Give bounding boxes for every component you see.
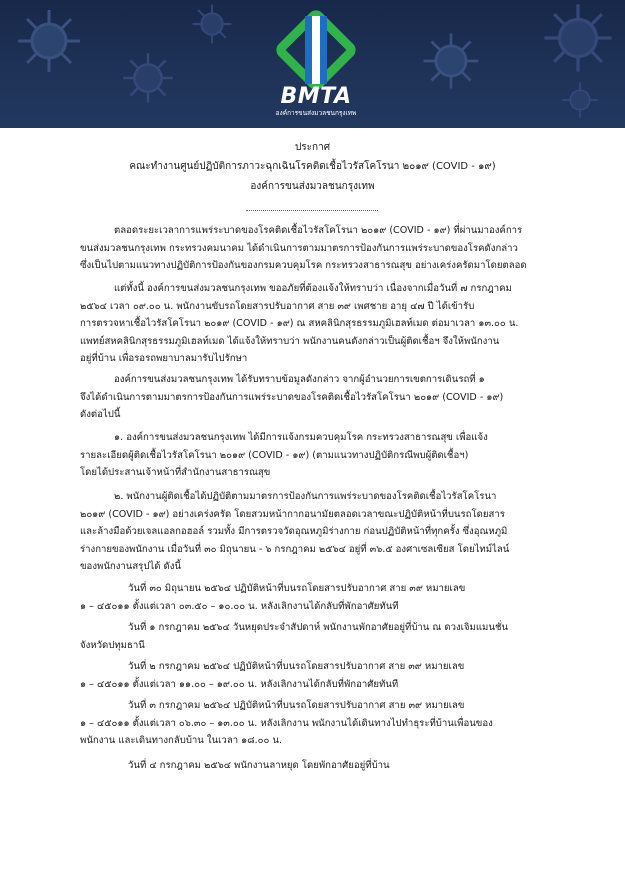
divider [246, 210, 378, 211]
text-line: แต่ทั้งนี้ องค์การขนส่งมวลชนกรุงเทพ ขออภัยที่ต้องแจ้งให้ทราบว่า เนื่องจากเมื่อวันที่ ๗ กรกฎาคม [114, 283, 512, 294]
text-line: แพทย์สหคลินิกสุรธรรมภูมิเฮลท์เมด ได้แจ้งให้ทราบว่า พนักงานคนดังกล่าวเป็นผู้ติดเชื้อฯ จึงให้พนักงาน [80, 335, 500, 347]
text-line: ดังต่อไปนี้ [80, 409, 121, 420]
text-line: ร่างกายของพนักงาน เมื่อวันที่ ๓๐ มิถุนายน - ๖ กรกฎาคม ๒๕๖๔ อยู่ที่ ๓๖.๕ องศาเซลเซียส โดยไทม์ไลน์ [80, 543, 510, 555]
paragraph-intro [80, 222, 560, 275]
text-line: วันที่ ๓๐ มิถุนายน ๒๕๖๔ ปฏิบัติหน้าที่บนรถโดยสารปรับอากาศ สาย ๓๙ หมายเลข [128, 583, 466, 594]
paragraph-incident [80, 280, 560, 368]
paragraph-item-2 [80, 488, 560, 576]
announcement-title: ประกาศ [294, 142, 331, 153]
text-line: อยู่ที่บ้าน เพื่อรอรถพยาบาลมารับไปรักษา [80, 353, 248, 364]
text-line: วันที่ ๒ กรกฎาคม ๒๕๖๔ ปฏิบัติหน้าที่บนรถโดยสารปรับอากาศ สาย ๓๙ หมายเลข [128, 661, 465, 672]
text-line: ๒๕๖๔ เวลา ๐๙.๐๐ น. พนักงานขับรถโดยสารปรับอากาศ สาย ๓๙ เพศชาย อายุ ๔๗ ปี ได้เข้ารับ [80, 300, 475, 312]
virus-icon [14, 6, 84, 76]
virus-icon [420, 30, 482, 92]
text-line: ๑ – ๔๕๐๑๑ ตั้งแต่เวลา ๐๓.๕๐ – ๑๐.๐๐ น. หลังเลิกงานได้กลับที่พักอาศัยทันที [80, 600, 399, 612]
announcement-organization: องค์การขนส่งมวลชนกรุงเทพ [250, 181, 375, 192]
brand-name: BMTA [280, 84, 352, 109]
header-banner [0, 0, 625, 128]
timeline-day-1-july [80, 619, 560, 654]
announcement-committee: คณะทำงานศูนย์ปฏิบัติการภาวะฉุกเฉินโรคติดเชื้อไวรัสโคโรนา ๒๐๑๙ (COVID - ๑๙) [129, 161, 496, 172]
virus-icon [190, 2, 234, 46]
text-line: ขนส่งมวลชนกรุงเทพ กระทรวงคมนาคม ได้ดำเนินการตามมาตรการป้องกันการแพร่ระบาดของโรคดังกล่าว [80, 242, 518, 254]
paragraph-response [80, 371, 560, 424]
virus-icon [120, 50, 176, 106]
text-line: ๑ – ๔๕๐๑๑ ตั้งแต่เวลา ๑๑.๐๐ – ๑๙.๐๐ น. หลังเลิกงานได้กลับที่พักอาศัยทันที [80, 678, 399, 690]
text-line: จังหวัดปทุมธานี [80, 639, 145, 651]
paragraph-item-1 [80, 429, 560, 482]
text-line: ตลอดระยะเวลาการแพร่ระบาดของโรคติดเชื้อไวรัสโคโรนา ๒๐๑๙ (COVID - ๑๙) ที่ผ่านมาองค์การ [114, 225, 523, 236]
text-line: จึงได้ดำเนินการตามมาตรการป้องกันการแพร่ระบาดของโรคติดเชื้อไวรัสโคโรนา ๒๐๑๙ (COVID - ๑๙) [80, 391, 504, 403]
virus-icon [540, 0, 616, 76]
timeline-day-4-july [80, 757, 560, 775]
text-line: ๑ – ๔๕๐๑๑ ตั้งแต่เวลา ๐๖.๓๐ – ๑๓.๐๐ น. หลังเลิกงาน พนักงานได้เดินทางไปทำธุระที่บ้านเพื่อนของ [80, 717, 493, 729]
text-line: วันที่ ๑ กรกฎาคม ๒๕๖๔ วันหยุดประจำสัปดาห์ พนักงานพักอาศัยอยู่ที่บ้าน ณ ดวงเจิมแมนชั่น [128, 622, 509, 633]
text-line: ซึ่งเป็นไปตามแนวทางปฏิบัติการป้องกันของกรมควบคุมโรค กระทรวงสาธารณสุข อย่างเคร่งครัดมาโดยตลอด [80, 260, 527, 271]
text-line: วันที่ ๔ กรกฎาคม ๒๕๖๔ พนักงานลาหยุด โดยพักอาศัยอยู่ที่บ้าน [128, 760, 390, 771]
brand-subtitle: องค์การขนส่งมวลชนกรุงเทพ [275, 109, 357, 117]
text-line: โดยได้ประสานเจ้าหน้าที่สำนักงานสาธารณสุข [80, 467, 271, 478]
text-line: ๒๐๑๙ (COVID - ๑๙) อย่างเคร่งครัด โดยสวมหน้ากากอนามัยตลอดเวลาขณะปฏิบัติหน้าที่บนรถโดยสาร [80, 508, 505, 520]
text-line: ๑. องค์การขนส่งมวลชนกรุงเทพ ได้มีการแจ้งกรมควบคุมโรค กระทรวงสาธารณสุข เพื่อแจ้ง [114, 432, 488, 443]
timeline-day-3-july [80, 697, 560, 750]
text-line: วันที่ ๓ กรกฎาคม ๒๕๖๔ ปฏิบัติหน้าที่บนรถโดยสารปรับอากาศ สาย ๓๙ หมายเลข [128, 700, 465, 711]
text-line: และล้างมือด้วยเจลแอลกอฮอล์ รวมทั้ง มีการตรวจวัดอุณหภูมิร่างกาย ก่อนปฏิบัติหน้าที่ทุกครั้ง ซึ่งอุณหภูมิ [80, 526, 508, 537]
virus-icon [560, 80, 600, 120]
text-line: องค์การขนส่งมวลชนกรุงเทพ ได้รับทราบข้อมูลดังกล่าว จากผู้อำนวยการเขตการเดินรถที่ ๑ [114, 374, 485, 385]
text-line: ของพนักงานสรุปได้ ดังนี้ [80, 561, 182, 572]
text-line: พนักงาน และเดินทางกลับบ้าน ในเวลา ๑๘.๐๐ น. [80, 735, 283, 746]
text-line: ๒. พนักงานผู้ติดเชื้อได้ปฏิบัติตามมาตรการป้องกันการแพร่ระบาดของโรคติดเชื้อไวรัสโคโรนา [114, 491, 497, 502]
timeline-day-30-june [80, 580, 560, 615]
text-line: การตรวจหาเชื้อไวรัสโคโรนา ๒๐๑๙ (COVID - ๑๙) ณ สหคลินิกสุรธรรมภูมิเฮลท์เมด ต่อมาเวลา ๑๓.๐๐ น. [80, 318, 519, 329]
text-line: รายละเอียดผู้ติดเชื้อไวรัสโคโรนา ๒๐๑๙ (COVID - ๑๙) (ตามแนวทางปฏิบัติกรณีพบผู้ติดเชื้อฯ) [80, 449, 469, 461]
timeline-day-2-july [80, 658, 560, 693]
